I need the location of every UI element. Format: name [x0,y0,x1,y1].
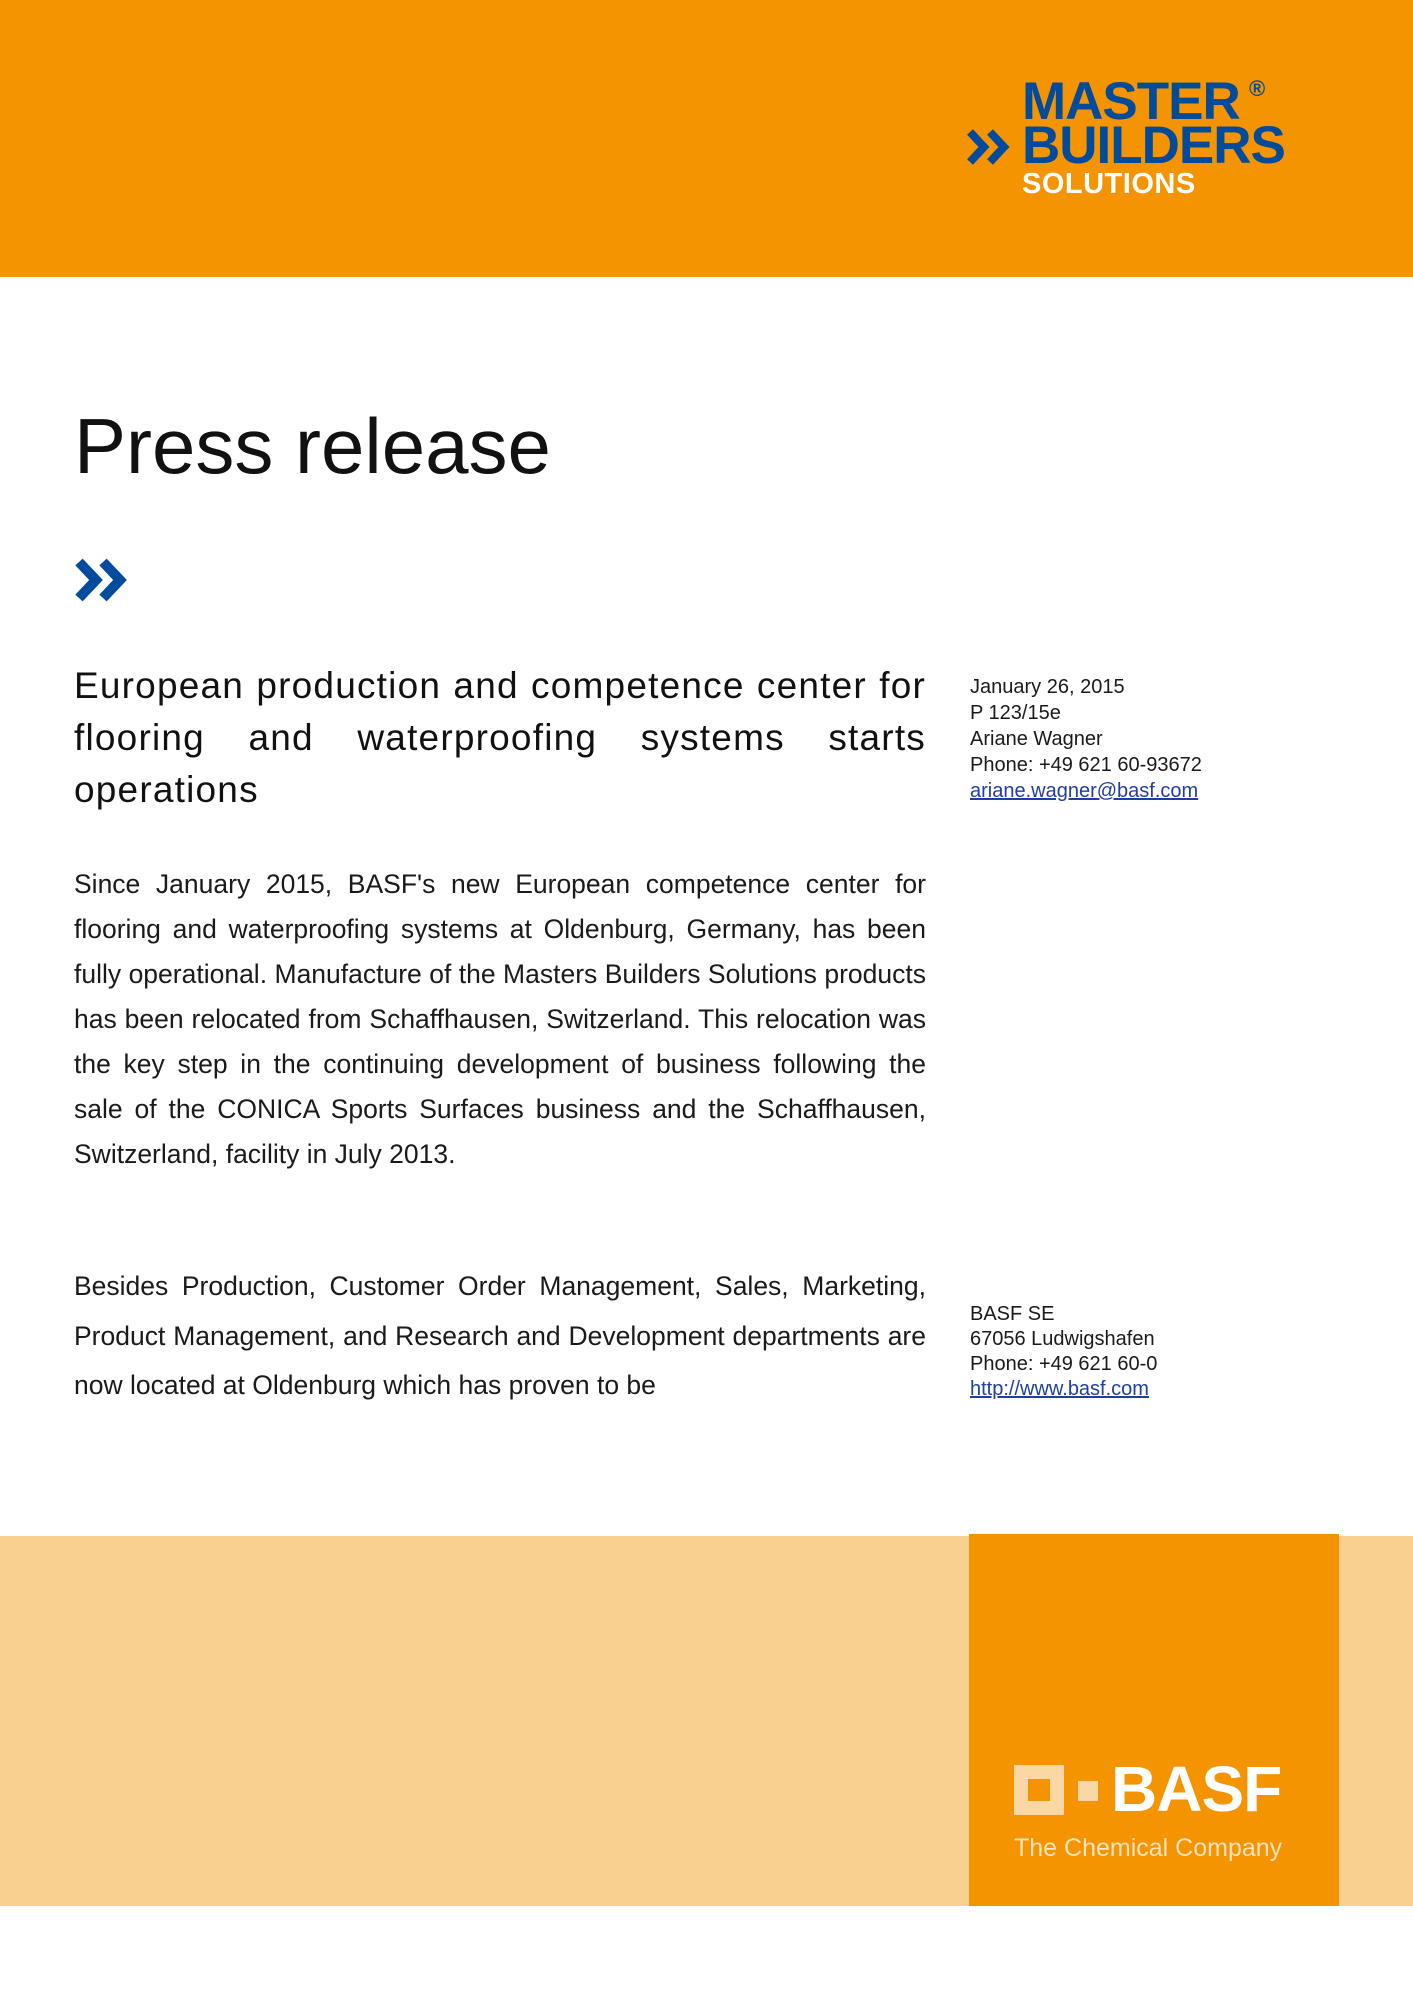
logo-builders-text: BUILDERS [1022,116,1285,175]
paragraph-1: Since January 2015, BASF's new European competence center for flooring and waterproofing systems at Oldenburg, Germany, has been fully operational. Manufacture of the Masters Builders Solutions products has been relocated from Schaffhausen, Switzerland. This relocation was the key step in the continuing development of business following the sale of the CONICA Sports Surfaces business and the Schaffhausen, Switzerland, facility in July 2013. [74,869,926,1169]
basf-tagline: The Chemical Company [1014,1834,1283,1862]
page-title: Press release [74,402,551,490]
basf-small-square-icon [1078,1781,1098,1801]
contact-name: Ariane Wagner [970,728,1103,750]
basf-logo-box [969,1534,1339,1906]
double-chevron-icon [966,126,1016,168]
logo-master-text: MASTER [1022,72,1240,131]
company-website-link[interactable]: http://www.basf.com [970,1378,1149,1400]
reference-number: P 123/15e [970,702,1061,724]
release-date: January 26, 2015 [970,676,1125,698]
master-builders-logo [966,74,1301,204]
company-block [970,1302,1290,1402]
basf-logo [1014,1753,1304,1875]
logo-solutions-text: SOLUTIONS [1022,168,1196,200]
basf-square-icon [1014,1765,1064,1815]
headline: European production and competence center for flooring and waterproofing systems starts operations [74,665,926,810]
company-name: BASF SE [970,1303,1055,1325]
contact-block [970,674,1290,804]
company-phone: Phone: +49 621 60-0 [970,1353,1158,1375]
registered-mark: ® [1249,76,1266,101]
paragraph-2: Besides Production, Customer Order Management, Sales, Marketing, Product Management, and Research and Development departments are now located at Oldenburg which has proven to be [74,1271,926,1400]
contact-email-link[interactable]: ariane.wagner@basf.com [970,780,1199,802]
company-address: 67056 Ludwigshafen [970,1328,1155,1350]
contact-phone: Phone: +49 621 60-93672 [970,754,1202,776]
header-band [0,0,1413,277]
basf-wordmark: BASF [1111,1753,1282,1825]
double-chevron-icon [74,556,132,604]
